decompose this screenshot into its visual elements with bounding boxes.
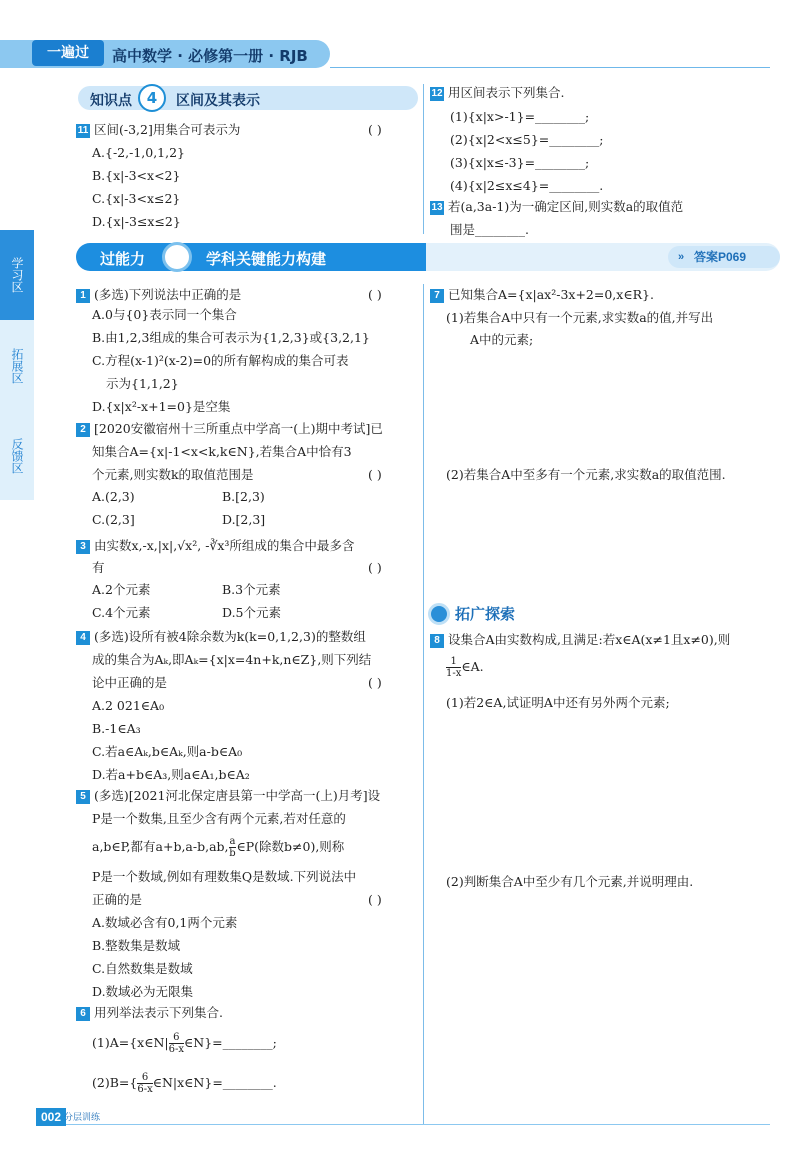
question-number-badge: 12 — [431, 88, 443, 99]
option-b: B.3个元素 — [222, 582, 281, 597]
question-stem: [2020安徽宿州十三所重点中学高一(上)期中考试]已 — [94, 421, 383, 436]
question-number-badge: 7 — [430, 289, 444, 303]
option-d: D.5个元素 — [222, 605, 282, 620]
fraction-numerator: a — [229, 836, 236, 847]
fraction-numerator: 6 — [137, 1072, 152, 1084]
question-4-line2: 成的集合为Aₖ,即Aₖ={x|x=4n+k,n∈Z},则下列结 — [92, 652, 372, 667]
q6-item-2-post: ∈N|x∈N}=________. — [152, 1075, 277, 1090]
option-a: A.0与{0}表示同一个集合 — [92, 307, 237, 322]
q12-item-4: (4){x|2≤x≤4}=________. — [450, 178, 604, 193]
question-5-line3-pre: a,b∈P,都有a+b,a-b,ab, — [92, 839, 229, 854]
option-b: B.[2,3) — [222, 489, 265, 504]
question-11 — [76, 121, 240, 138]
question-8-line2-post: ∈A. — [461, 659, 484, 674]
option-c: C.自然数集是数域 — [92, 961, 193, 976]
section-title: 学科关键能力构建 — [206, 250, 327, 268]
q7-part-1-cont: A中的元素; — [470, 332, 534, 347]
section-label: 过能力 — [100, 250, 146, 268]
question-6 — [76, 1004, 223, 1021]
column-divider — [423, 284, 424, 1124]
question-8 — [430, 631, 730, 648]
question-stem: (多选)设所有被4除余数为k(k=0,1,2,3)的整数组 — [94, 629, 366, 644]
question-number-badge: 13 — [431, 202, 443, 213]
knowledge-point-number: 4 — [138, 84, 166, 112]
option-a: A.{-2,-1,0,1,2} — [92, 145, 186, 160]
answer-paren[interactable]: ( ) — [368, 560, 382, 575]
column-divider-top — [423, 84, 424, 234]
fraction-numerator: 6 — [169, 1032, 184, 1044]
fraction-denominator: b — [229, 848, 236, 859]
question-5-line4: P是一个数域,例如有理数集Q是数域.下列说法中 — [92, 869, 357, 884]
option-b: B.{x|-3<x<2} — [92, 168, 181, 183]
fraction-denominator: 6-x — [168, 1044, 185, 1055]
extension-title: 拓广探索 — [455, 606, 516, 623]
q6-item-2-pre: (2)B={ — [92, 1075, 138, 1090]
question-4-line3: 论中正确的是 — [92, 675, 168, 690]
side-tab-feedback[interactable]: 反馈区 — [10, 438, 24, 474]
question-stem: 用列举法表示下列集合. — [94, 1005, 223, 1020]
knowledge-point-title: 区间及其表示 — [176, 93, 260, 109]
question-number-badge: 6 — [76, 1007, 90, 1021]
q8-part-1: (1)若2∈A,试证明A中还有另外两个元素; — [446, 695, 670, 710]
question-13 — [430, 198, 683, 215]
option-d: D.{x|-3≤x≤2} — [92, 214, 181, 229]
answer-paren[interactable]: ( ) — [368, 892, 382, 907]
answer-paren[interactable]: ( ) — [368, 122, 382, 137]
option-d: D.若a+b∈A₃,则a∈A₁,b∈A₂ — [92, 767, 250, 782]
option-a: A.(2,3) — [92, 489, 135, 504]
question-5-line5: 正确的是 — [92, 892, 143, 907]
fraction-1-over-1-minus-x — [446, 656, 461, 679]
question-3-line2: 有 — [92, 560, 105, 575]
question-number-badge: 4 — [76, 631, 90, 645]
option-b: B.由1,2,3组成的集合可表示为{1,2,3}或{3,2,1} — [92, 330, 370, 345]
option-c: C.(2,3] — [92, 512, 135, 527]
question-number-badge: 3 — [76, 540, 90, 554]
q6-item-1-pre: (1)A={x∈N| — [92, 1035, 169, 1050]
question-stem: 用区间表示下列集合. — [448, 85, 565, 100]
question-number-badge: 5 — [76, 790, 90, 804]
question-number-badge: 1 — [76, 289, 90, 303]
answer-paren[interactable]: ( ) — [368, 675, 382, 690]
option-a: A.数域必含有0,1两个元素 — [92, 915, 238, 930]
question-number-badge: 8 — [430, 634, 444, 648]
question-stem: (多选)下列说法中正确的是 — [94, 287, 242, 302]
fraction-6-over-6-minus-x — [137, 1072, 152, 1095]
option-d: D.[2,3] — [222, 512, 266, 527]
globe-icon — [428, 603, 450, 625]
question-13-line2: 围是________. — [450, 222, 529, 237]
question-2-line3: 个元素,则实数k的取值范围是 — [92, 467, 254, 482]
option-c: C.{x|-3<x≤2} — [92, 191, 181, 206]
side-tabs — [0, 230, 34, 500]
option-a: A.2 021∈A₀ — [92, 698, 165, 713]
q6-item-2 — [92, 1072, 277, 1095]
question-7 — [430, 286, 654, 303]
question-stem: 设集合A由实数构成,且满足:若x∈A(x≠1且x≠0),则 — [448, 632, 731, 647]
fraction-denominator: 1-x — [446, 668, 462, 679]
fraction-6-over-6-minus-x — [169, 1032, 184, 1055]
question-stem: 若(a,3a-1)为一确定区间,则实数a的取值范 — [448, 199, 684, 214]
option-b: B.-1∈A₃ — [92, 721, 141, 736]
medal-icon — [162, 242, 192, 272]
q12-item-2: (2){x|2<x≤5}=________; — [450, 132, 604, 147]
side-tab-extend[interactable]: 拓展区 — [10, 348, 24, 384]
q6-item-1 — [92, 1032, 277, 1055]
option-c: C.若a∈Aₖ,b∈Aₖ,则a-b∈A₀ — [92, 744, 243, 759]
option-d: D.{x|x²-x+1=0}是空集 — [92, 399, 231, 414]
brand-logo: 一遍过 — [32, 40, 104, 66]
question-12 — [430, 84, 564, 101]
question-number-badge: 11 — [77, 125, 89, 136]
question-5 — [76, 787, 380, 804]
q12-item-3: (3){x|x≤-3}=________; — [450, 155, 590, 170]
q7-part-1: (1)若集合A中只有一个元素,求实数a的值,并写出 — [446, 310, 714, 325]
q12-item-1: (1){x|x>-1}=________; — [450, 109, 590, 124]
fraction-denominator: 6-x — [137, 1084, 153, 1095]
option-b: B.整数集是数域 — [92, 938, 181, 953]
q6-item-1-post: ∈N}=________; — [184, 1035, 277, 1050]
option-c: C.方程(x-1)²(x-2)=0的所有解构成的集合可表 — [92, 353, 349, 368]
question-3 — [76, 537, 354, 554]
option-c: C.4个元素 — [92, 605, 151, 620]
question-stem: 已知集合A={x|ax²-3x+2=0,x∈R}. — [448, 287, 654, 302]
answer-paren[interactable]: ( ) — [368, 287, 382, 302]
question-5-line3 — [92, 836, 344, 859]
option-c-cont: 示为{1,1,2} — [106, 376, 179, 391]
question-4 — [76, 628, 366, 645]
question-2 — [76, 420, 383, 437]
option-d: D.数域必为无限集 — [92, 984, 194, 999]
knowledge-point-label: 知识点 — [90, 93, 132, 109]
question-8-line2 — [446, 656, 484, 679]
footer-label: 分层训练 — [64, 1112, 101, 1122]
question-number-badge: 2 — [76, 423, 90, 437]
header-divider — [330, 67, 770, 68]
q8-part-2: (2)判断集合A中至少有几个元素,并说明理由. — [446, 874, 694, 889]
page-title: 高中数学 · 必修第一册 · RJB — [112, 47, 308, 65]
question-1 — [76, 286, 241, 303]
question-stem: 区间(-3,2]用集合可表示为 — [94, 122, 241, 137]
page-number: 002 — [36, 1108, 66, 1126]
answer-paren[interactable]: ( ) — [368, 467, 382, 482]
answer-page-link[interactable] — [668, 246, 780, 268]
side-tab-study[interactable]: 学习区 — [0, 230, 34, 320]
question-5-line3-post: ∈P(除数b≠0),则称 — [236, 839, 345, 854]
double-chevron-icon: » — [678, 251, 685, 263]
fraction-numerator: 1 — [446, 656, 461, 668]
question-stem: (多选)[2021河北保定唐县第一中学高一(上)月考]设 — [94, 788, 381, 803]
q7-part-2: (2)若集合A中至多有一个元素,求实数a的取值范围. — [446, 467, 726, 482]
question-5-line2: P是一个数集,且至少含有两个元素,若对任意的 — [92, 811, 346, 826]
footer-divider — [66, 1124, 770, 1125]
answer-page-label: 答案P069 — [694, 250, 747, 264]
question-stem: 由实数x,-x,|x|,√x², -∛x³所组成的集合中最多含 — [94, 538, 355, 553]
option-a: A.2个元素 — [92, 582, 151, 597]
question-2-line2: 知集合A={x|-1<x<k,k∈N},若集合A中恰有3 — [92, 444, 352, 459]
